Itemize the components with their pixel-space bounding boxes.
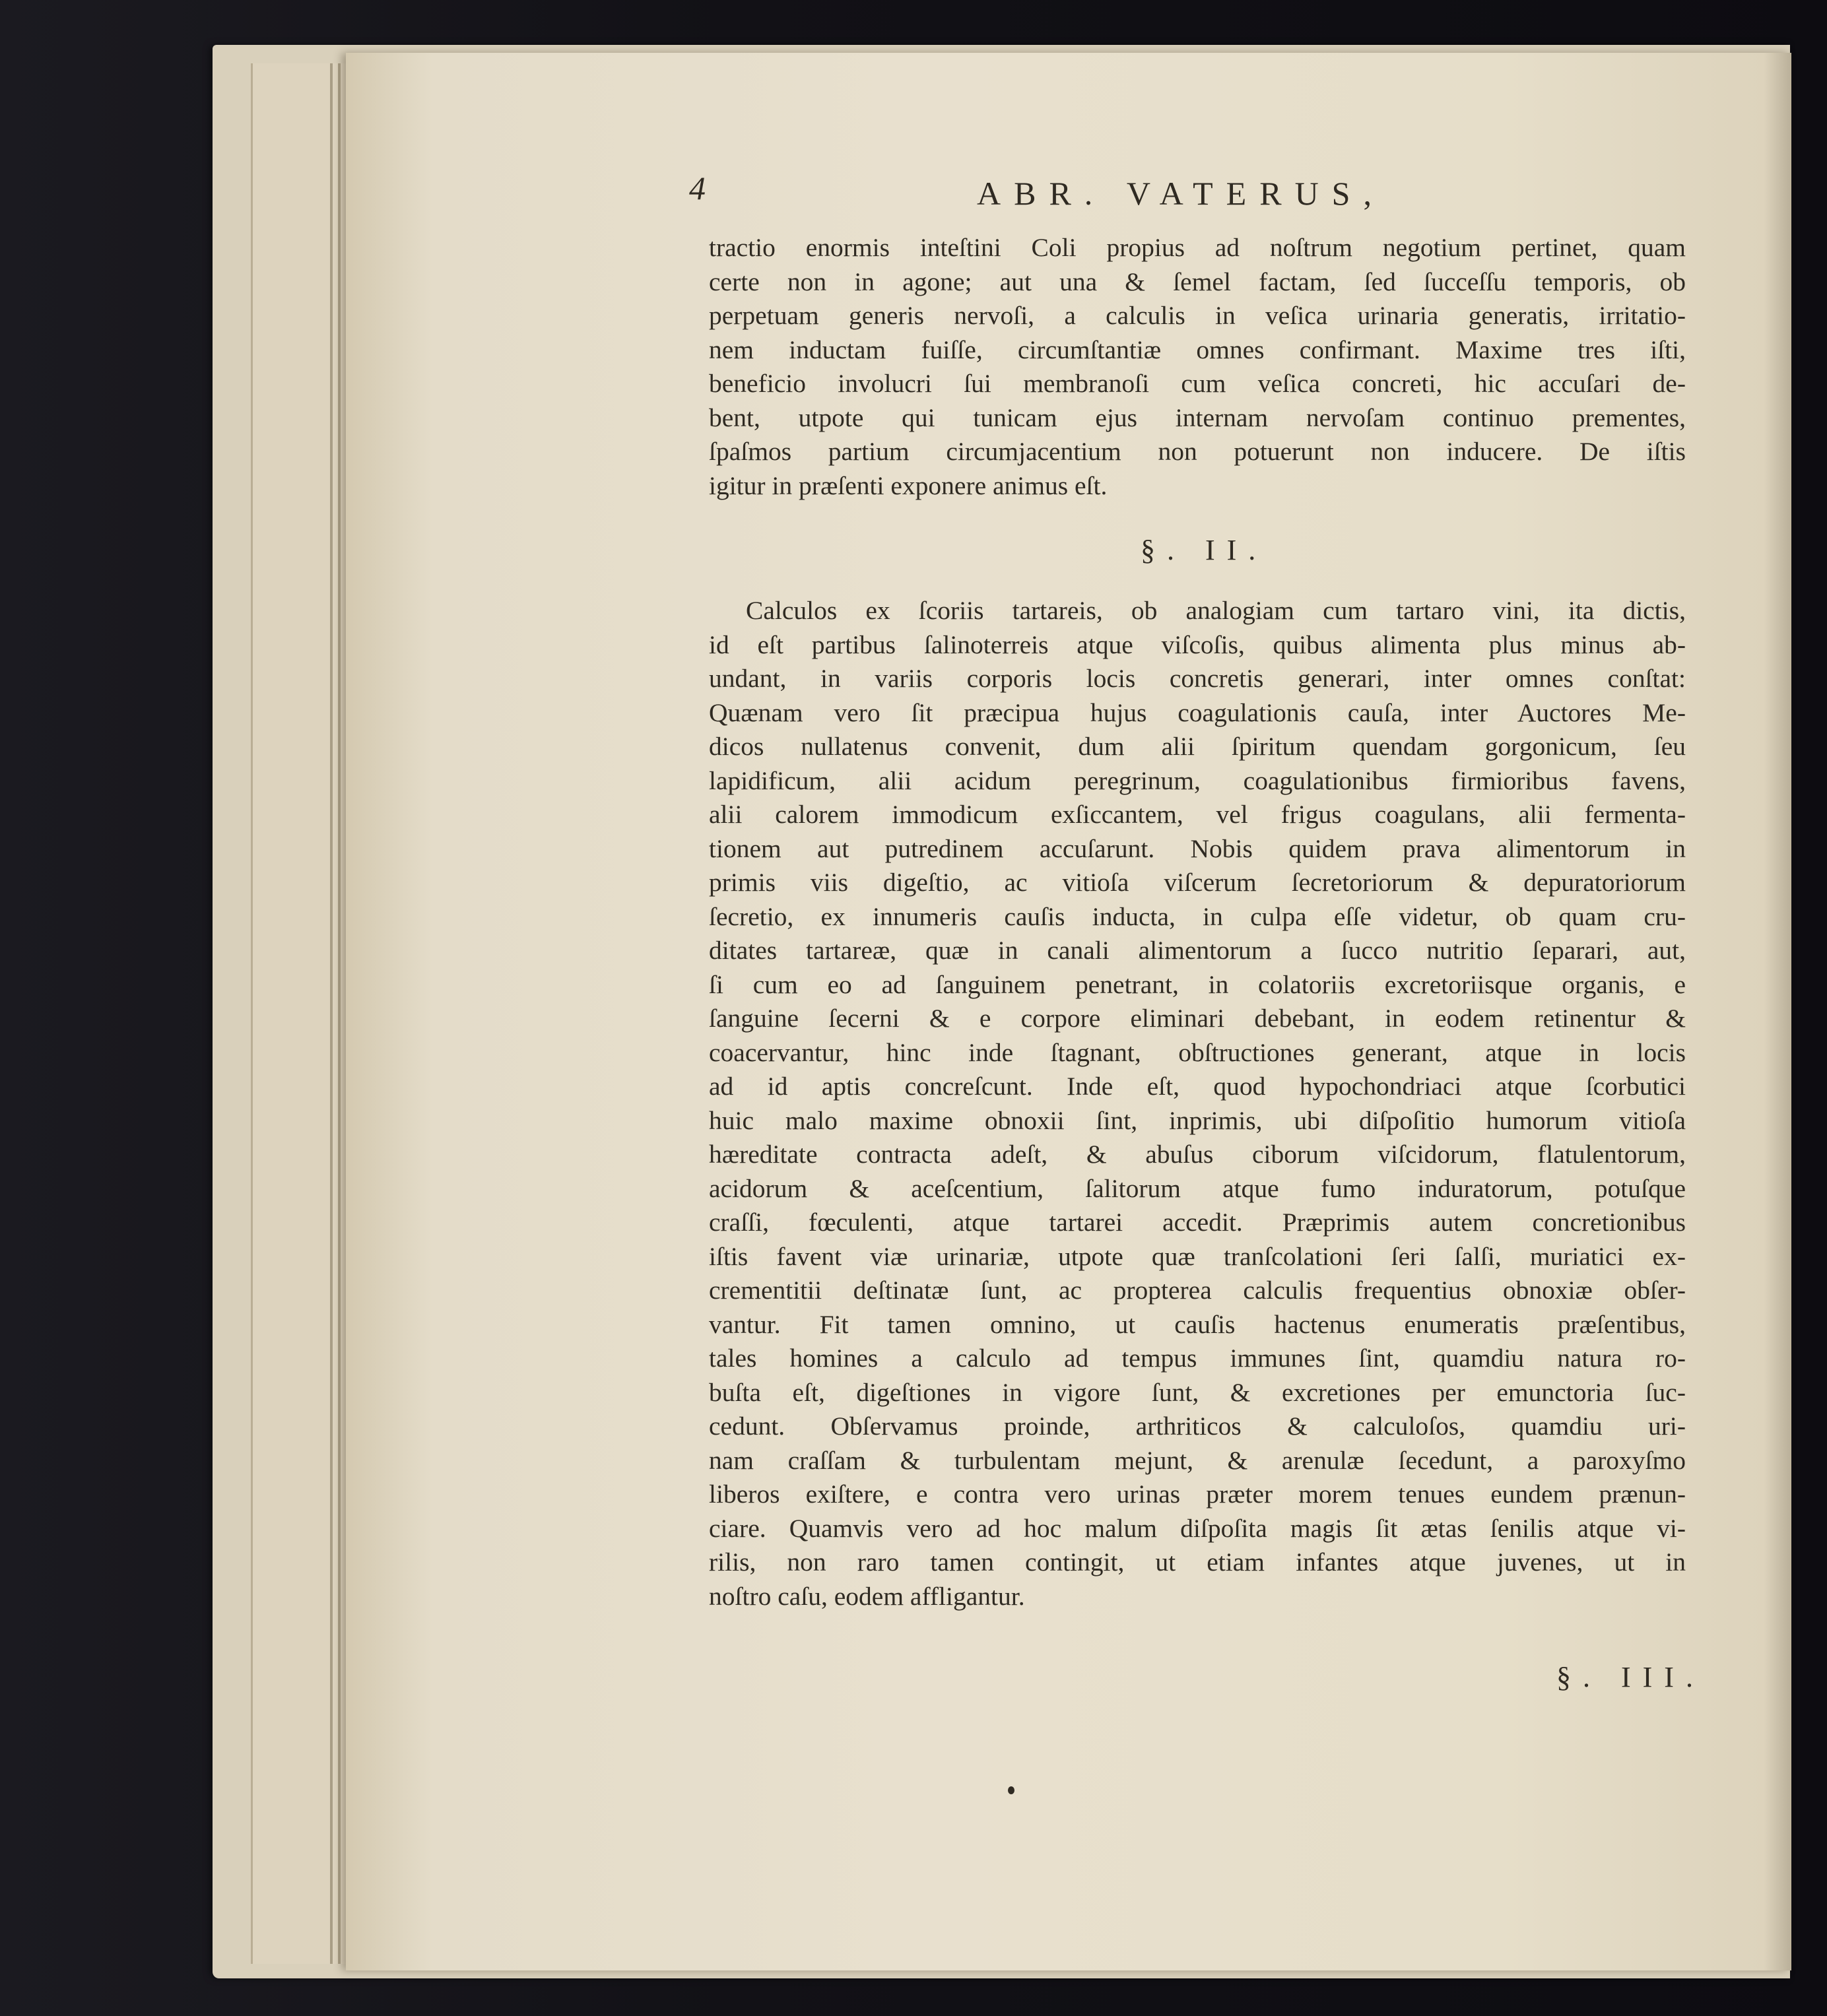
text-line: iſtis favent viæ urinariæ, utpote quæ tranſcolationi ſeri ſalſi, muriatici ex- — [709, 1241, 1686, 1271]
text-line: tales homines a calculo ad tempus immunes ſint, quamdiu natura ro- — [709, 1344, 1686, 1373]
text-line: hæreditate contracta adeſt, & abuſus ciborum viſcidorum, flatulentorum, — [709, 1140, 1686, 1169]
text-line: acidorum & aceſcentium, ſalitorum atque fumo induratorum, potuſque — [709, 1173, 1686, 1203]
text-line: crementitii deſtinatæ ſunt, ac propterea calculis frequentius obnoxiæ obſer- — [709, 1276, 1686, 1305]
text-line: ditates tartareæ, quæ in canali alimentorum a ſucco nutritio ſeparari, aut, — [709, 936, 1686, 965]
page-number: 4 — [689, 170, 706, 207]
text-line: id eſt partibus ſalinoterreis atque viſcoſis, quibus alimenta plus minus ab- — [709, 630, 1686, 659]
text-line: dicos nullatenus convenit, dum alii ſpiritum quendam gorgonicum, ſeu — [709, 732, 1686, 761]
text-line: craſſi, fœculenti, atque tartarei accedit. Præprimis autem concretionibus — [709, 1208, 1686, 1237]
text-line: cedunt. Obſervamus proinde, arthriticos & calculoſos, quamdiu uri- — [709, 1412, 1686, 1441]
text-line: ad id aptis concreſcunt. Inde eſt, quod hypochondriaci atque ſcorbutici — [709, 1072, 1686, 1101]
running-head-title: ABR. VATERUS, — [977, 175, 1385, 212]
text-line: igitur in præſenti exponere animus eſt. — [709, 471, 1108, 500]
text-line: ſpaſmos partium circumjacentium non potuerunt non inducere. De iſtis — [709, 437, 1686, 466]
section-2-paragraph — [709, 594, 1686, 1613]
catchword-heading: §. III. — [1556, 1661, 1705, 1693]
text-line: coacervantur, hinc inde ſtagnant, obſtructiones generant, atque in locis — [709, 1037, 1686, 1067]
text-line: certe non in agone; aut una & ſemel factam, ſed ſucceſſu temporis, ob — [709, 267, 1686, 296]
section-heading: §. II. — [1141, 534, 1268, 566]
text-line: beneficio involucri ſui membranoſi cum veſica concreti, hic accuſari de- — [709, 369, 1686, 398]
printer-mark — [1008, 1786, 1014, 1794]
text-line: buſta eſt, digeſtiones in vigore ſunt, & excretiones per emunctoria ſuc- — [709, 1377, 1686, 1407]
text-line: ſecretio, ex innumeris cauſis inducta, in culpa eſſe videtur, ob quam cru- — [709, 901, 1686, 931]
text-line: undant, in variis corporis locis concretis generari, inter omnes conſtat: — [709, 664, 1686, 693]
paragraph-1 — [709, 231, 1686, 503]
text-line: perpetuam generis nervoſi, a calculis in veſica urinaria generatis, irritatio- — [709, 301, 1686, 330]
text-line: ſanguine ſecerni & e corpore eliminari debebant, in eodem retinentur & — [709, 1004, 1686, 1033]
text-line: vantur. Fit tamen omnino, ut cauſis hactenus enumeratis præſentibus, — [709, 1309, 1686, 1339]
text-line: nam craſſam & turbulentam mejunt, & arenulæ ſecedunt, a paroxyſmo — [709, 1445, 1686, 1475]
text-line: ſi cum eo ad ſanguinem penetrant, in colatoriis excretoriisque organis, e — [709, 969, 1686, 999]
text-line: liberos exiſtere, e contra vero urinas præter morem tenues eundem prænun- — [709, 1479, 1686, 1509]
text-line: huic malo maxime obnoxii ſint, inprimis, ubi diſpoſitio humorum vitioſa — [709, 1105, 1686, 1135]
page-edge-line — [330, 63, 333, 1964]
text-line: primis viis digeſtio, ac vitioſa viſcerum ſecretoriorum & depuratoriorum — [709, 868, 1686, 897]
text-line: alii calorem immodicum exſiccantem, vel frigus coagulans, alii fermenta- — [709, 800, 1686, 829]
text-line: Calculos ex ſcoriis tartareis, ob analogiam cum tartaro vini, ita dictis, — [746, 596, 1686, 625]
text-line: bent, utpote qui tunicam ejus internam nervoſam continuo prementes, — [709, 403, 1686, 432]
text-line: tractio enormis inteſtini Coli propius ad noſtrum negotium pertinet, quam — [709, 233, 1686, 262]
text-line: ciare. Quamvis vero ad hoc malum diſpoſita magis ſit ætas ſenilis atque vi- — [709, 1513, 1686, 1543]
text-line: nem inductam fuiſſe, circumſtantiæ omnes confirmant. Maxime tres iſti, — [709, 335, 1686, 364]
running-head — [689, 165, 1745, 218]
page-edge-line — [338, 63, 341, 1964]
text-line: rilis, non raro tamen contingit, ut etiam infantes atque juvenes, ut in — [709, 1547, 1686, 1577]
text-line: noſtro caſu, eodem affligantur. — [709, 1581, 1025, 1611]
text-line: tionem aut putredinem accuſarunt. Nobis quidem prava alimentorum in — [709, 833, 1686, 863]
text-line: Quænam vero ſit præcipua hujus coagulationis cauſa, inter Auctores Me- — [709, 698, 1686, 727]
text-line: lapidificum, alii acidum peregrinum, coagulationibus firmioribus favens, — [709, 765, 1686, 795]
